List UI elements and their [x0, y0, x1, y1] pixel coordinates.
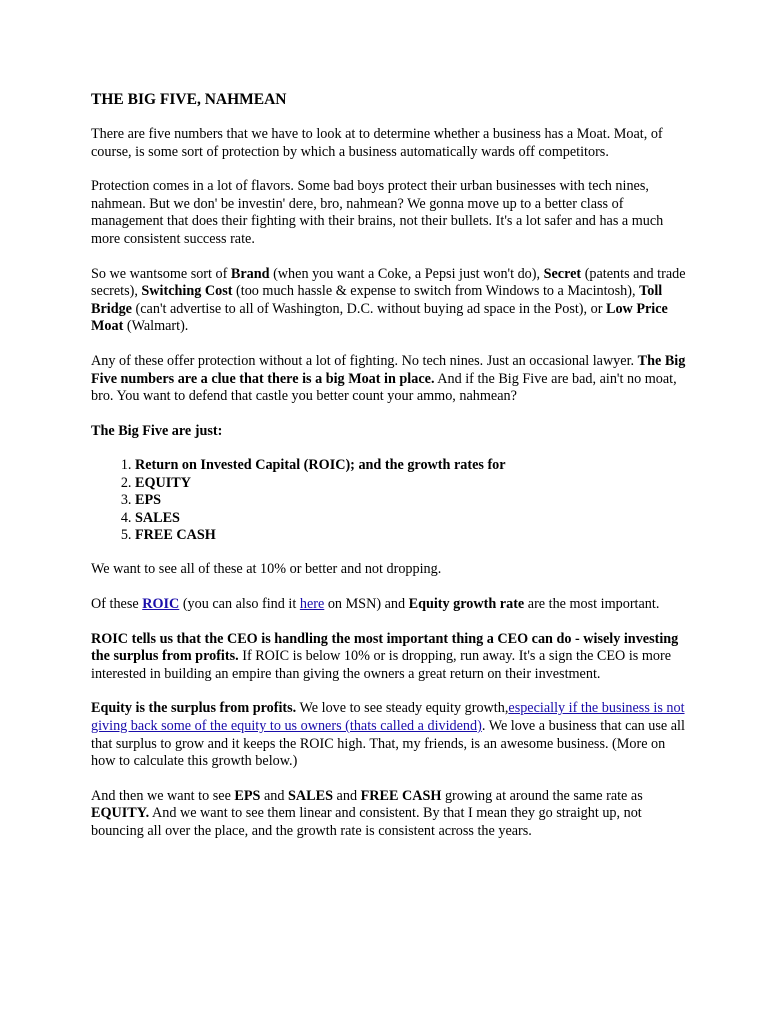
list-heading: The Big Five are just: [91, 422, 223, 439]
msn-here-link[interactable]: here [299, 595, 325, 612]
text-run: and [260, 787, 289, 804]
list-item-roic: 1. Return on Invested Capital (ROIC); and the growth rates for [135, 457, 691, 474]
paragraph-moat-types [91, 266, 691, 336]
term-equity: EQUITY. [91, 805, 150, 822]
text-run: And then we want to see [91, 787, 235, 804]
list-item-free-cash: 5. FREE CASH [135, 527, 691, 544]
text-run: (too much hassle & expense to switch from Windows to a Macintosh), [232, 283, 640, 300]
text-run: (you can also find it [179, 595, 300, 612]
roic-link[interactable]: ROIC [142, 595, 180, 612]
text-run: If ROIC is below 10% or is dropping, run away. It's a sign the CEO is more interested in building an empire than giving the owners a great return on their investment. [91, 648, 671, 682]
term-brand: Brand [230, 265, 270, 282]
emphasis-equity: Equity is the surplus from profits. [91, 700, 297, 717]
paragraph-big-five-clue [91, 353, 691, 406]
paragraph-ten-percent: We want to see all of these at 10% or better and not dropping. [91, 561, 442, 578]
text-run: growing at around the same rate as [441, 787, 643, 804]
emphasis-big-five-clue: The Big Five numbers are a clue that there is a big Moat in place. [91, 352, 686, 387]
text-run: Any of these offer protection without a lot of fighting. No tech nines. Just an occasional lawyer. [91, 352, 638, 369]
emphasis-roic: ROIC tells us that the CEO is handling the most important thing a CEO can do - wisely investing the surplus from profits. [91, 630, 679, 665]
term-toll-bridge: Toll Bridge [91, 283, 663, 317]
text-run: And we want to see them linear and consistent. By that I mean they go straight up, not bouncing all over the place, and the growth rate is consistent across the years. [91, 805, 642, 839]
document-title: THE BIG FIVE, NAHMEAN [91, 91, 287, 108]
term-equity-growth-rate: Equity growth rate [408, 595, 525, 612]
text-run: (can't advertise to all of Washington, D.C. without buying ad space in the Post), or [131, 300, 606, 317]
paragraph-roic [91, 631, 691, 684]
text-run: We love to see steady equity growth, [296, 700, 509, 717]
term-free-cash: FREE CASH [360, 787, 442, 804]
list-item-equity: 2. EQUITY [135, 475, 691, 492]
term-switching-cost: Switching Cost [141, 283, 233, 300]
text-run: and [333, 787, 361, 804]
term-sales: SALES [288, 787, 333, 804]
paragraph-protection: Protection comes in a lot of flavors. Some bad boys protect their urban businesses with tech nines, nahmean. But we don' be investin' dere, bro, nahmean? We gonna move up to a better class of management that does their fighting with their brains, not their bullets. It's a lot safer and has a much more consistent success rate. [91, 178, 664, 247]
big-five-list [91, 457, 691, 544]
text-run: (when you want a Coke, a Pepsi just won't do), [269, 265, 544, 282]
text-run: on MSN) and [324, 595, 409, 612]
text-run: (patents and trade secrets), [91, 265, 686, 300]
text-run: So we wantsome sort of [91, 265, 231, 282]
text-run: (Walmart). [123, 318, 189, 335]
term-eps: EPS [234, 787, 261, 804]
paragraph-most-important [91, 596, 691, 614]
list-item-eps: 3. EPS [135, 492, 691, 509]
document-page [91, 90, 691, 857]
paragraph-equity [91, 700, 691, 770]
paragraph-growth [91, 788, 691, 841]
list-item-sales: 4. SALES [135, 510, 691, 527]
paragraph-intro: There are five numbers that we have to look at to determine whether a business has a Moat. Moat, of course, is some sort of protection by which a business automatically wards off competitors. [91, 126, 663, 160]
text-run: . We love a business that can use all that surplus to grow and it keeps the ROIC high. That, my friends, is an awesome business. (More on how to calculate this growth below.) [91, 717, 685, 770]
dividend-link[interactable]: especially if the business is not giving back some of the equity to us owners (thats called a dividend) [91, 700, 685, 734]
text-run: are the most important. [524, 595, 660, 612]
text-run: Of these [91, 595, 143, 612]
text-run: And if the Big Five are bad, ain't no moat, bro. You want to defend that castle you better count your ammo, nahmean? [91, 370, 677, 405]
term-low-price-moat: Low Price Moat [91, 300, 668, 335]
term-secret: Secret [543, 265, 582, 282]
